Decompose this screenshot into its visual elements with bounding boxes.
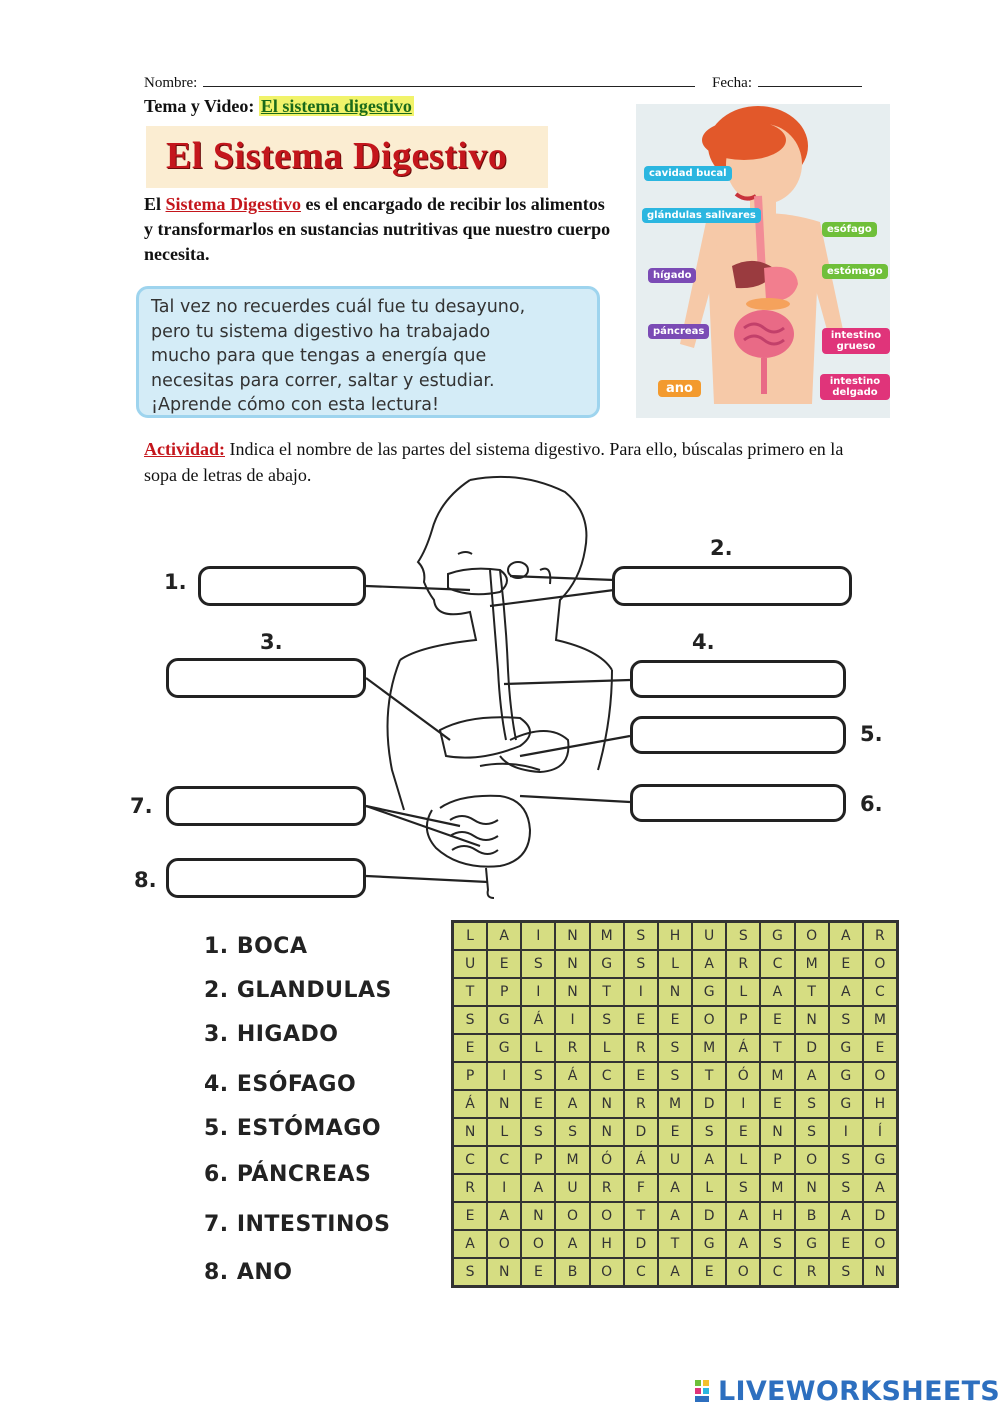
grid-cell[interactable]: A xyxy=(760,978,794,1006)
grid-cell[interactable]: C xyxy=(487,1146,521,1174)
page-title: El Sistema Digestivo xyxy=(166,135,508,177)
grid-cell[interactable]: C xyxy=(760,1258,794,1286)
grid-cell[interactable]: Á xyxy=(453,1090,487,1118)
grid-cell[interactable]: O xyxy=(863,950,897,978)
tema-video-link[interactable]: El sistema digestivo xyxy=(260,96,412,116)
grid-cell[interactable]: D xyxy=(624,1230,658,1258)
note-line: Tal vez no recuerdes cuál fue tu desayuno, xyxy=(151,297,526,317)
grid-cell[interactable]: T xyxy=(658,1230,692,1258)
grid-cell[interactable]: N xyxy=(590,1118,624,1146)
grid-cell[interactable]: D xyxy=(624,1118,658,1146)
grid-cell[interactable]: Á xyxy=(624,1146,658,1174)
grid-cell[interactable]: U xyxy=(555,1174,589,1202)
grid-cell[interactable]: R xyxy=(590,1174,624,1202)
diagram-number-5: 5. xyxy=(860,722,883,746)
word-list-item: 4. ESÓFAGO xyxy=(204,1072,357,1097)
grid-cell[interactable]: E xyxy=(760,1090,794,1118)
grid-cell[interactable]: L xyxy=(590,1034,624,1062)
grid-cell[interactable]: U xyxy=(658,1146,692,1174)
grid-cell[interactable]: S xyxy=(692,1118,726,1146)
grid-cell[interactable]: G xyxy=(692,978,726,1006)
grid-cell[interactable]: M xyxy=(590,922,624,950)
grid-cell[interactable]: L xyxy=(658,950,692,978)
label-higado: hígado xyxy=(648,268,696,283)
nombre-input-line[interactable] xyxy=(203,72,695,87)
grid-cell[interactable]: G xyxy=(692,1230,726,1258)
grid-cell[interactable]: Á xyxy=(555,1062,589,1090)
grid-cell[interactable]: A xyxy=(521,1174,555,1202)
grid-cell[interactable]: A xyxy=(863,1174,897,1202)
grid-cell[interactable]: G xyxy=(760,922,794,950)
grid-cell[interactable]: H xyxy=(590,1230,624,1258)
diagram-number-2: 2. xyxy=(710,536,733,560)
grid-cell[interactable]: Á xyxy=(726,1034,760,1062)
word-list-item: 2. GLANDULAS xyxy=(204,978,392,1003)
grid-cell[interactable]: E xyxy=(863,1034,897,1062)
word-list-item: 5. ESTÓMAGO xyxy=(204,1116,382,1141)
grid-cell[interactable]: E xyxy=(487,950,521,978)
grid-cell[interactable]: O xyxy=(795,1146,829,1174)
grid-cell[interactable]: I xyxy=(829,1118,863,1146)
grid-cell[interactable]: M xyxy=(555,1146,589,1174)
grid-cell[interactable]: A xyxy=(453,1230,487,1258)
answer-box-4[interactable] xyxy=(630,660,846,698)
grid-cell[interactable]: P xyxy=(726,1006,760,1034)
grid-cell[interactable]: S xyxy=(795,1090,829,1118)
grid-cell[interactable]: N xyxy=(658,978,692,1006)
grid-cell[interactable]: E xyxy=(658,1006,692,1034)
grid-cell[interactable]: N xyxy=(795,1006,829,1034)
grid-cell[interactable]: T xyxy=(692,1062,726,1090)
digestive-diagram xyxy=(0,470,1000,910)
grid-cell[interactable]: N xyxy=(453,1118,487,1146)
intro-link[interactable]: Sistema Digestivo xyxy=(165,194,301,214)
grid-cell[interactable]: T xyxy=(760,1034,794,1062)
diagram-number-3: 3. xyxy=(260,630,283,654)
grid-cell[interactable]: L xyxy=(453,922,487,950)
word-list-item: 8. ANO xyxy=(204,1260,293,1285)
grid-cell[interactable]: Ó xyxy=(726,1062,760,1090)
label-pancreas: páncreas xyxy=(648,324,709,339)
grid-cell[interactable]: S xyxy=(624,922,658,950)
intro-paragraph xyxy=(144,192,614,267)
grid-cell[interactable]: P xyxy=(521,1146,555,1174)
tema-label: Tema y Video: xyxy=(144,96,255,116)
grid-cell[interactable]: Á xyxy=(521,1006,555,1034)
grid-cell[interactable]: A xyxy=(658,1202,692,1230)
answer-box-2[interactable] xyxy=(612,566,852,606)
grid-cell[interactable]: A xyxy=(829,1202,863,1230)
grid-cell[interactable]: C xyxy=(453,1146,487,1174)
grid-cell[interactable]: S xyxy=(829,1174,863,1202)
label-cavidad-bucal: cavidad bucal xyxy=(644,166,732,181)
grid-cell[interactable]: G xyxy=(590,950,624,978)
grid-cell[interactable]: T xyxy=(795,978,829,1006)
grid-cell[interactable]: P xyxy=(760,1146,794,1174)
grid-cell[interactable]: O xyxy=(590,1258,624,1286)
grid-cell[interactable]: A xyxy=(555,1230,589,1258)
grid-cell[interactable]: O xyxy=(795,922,829,950)
grid-cell[interactable]: H xyxy=(658,922,692,950)
note-line: pero tu sistema digestivo ha trabajado xyxy=(151,321,491,342)
grid-cell[interactable]: S xyxy=(555,1118,589,1146)
grid-cell[interactable]: L xyxy=(487,1118,521,1146)
grid-cell[interactable]: S xyxy=(521,1062,555,1090)
grid-cell[interactable]: Í xyxy=(863,1118,897,1146)
grid-cell[interactable]: I xyxy=(726,1090,760,1118)
grid-cell[interactable]: S xyxy=(829,1146,863,1174)
grid-cell[interactable]: I xyxy=(555,1006,589,1034)
label-intestino-delgado: intestino delgado xyxy=(820,374,890,400)
digestive-system-illustration xyxy=(636,104,890,418)
grid-cell[interactable]: L xyxy=(726,1146,760,1174)
grid-cell[interactable]: S xyxy=(760,1230,794,1258)
grid-cell[interactable]: G xyxy=(487,1006,521,1034)
answer-box-8[interactable] xyxy=(166,858,366,898)
grid-cell[interactable]: N xyxy=(795,1174,829,1202)
grid-cell[interactable]: E xyxy=(624,1006,658,1034)
grid-cell[interactable]: G xyxy=(863,1146,897,1174)
grid-cell[interactable]: N xyxy=(760,1118,794,1146)
grid-cell[interactable]: S xyxy=(453,1258,487,1286)
grid-cell[interactable]: G xyxy=(795,1230,829,1258)
grid-cell[interactable]: M xyxy=(760,1174,794,1202)
grid-cell[interactable]: P xyxy=(487,978,521,1006)
grid-cell[interactable]: N xyxy=(555,978,589,1006)
grid-cell[interactable]: E xyxy=(760,1006,794,1034)
grid-cell[interactable]: G xyxy=(829,1034,863,1062)
grid-cell[interactable]: I xyxy=(487,1174,521,1202)
note-line: mucho para que tengas a energía que xyxy=(151,346,487,366)
grid-cell[interactable]: E xyxy=(829,1230,863,1258)
grid-cell[interactable]: T xyxy=(453,978,487,1006)
fecha-row xyxy=(712,72,862,92)
grid-cell[interactable]: A xyxy=(658,1258,692,1286)
grid-cell[interactable]: O xyxy=(590,1202,624,1230)
grid-cell[interactable]: L xyxy=(521,1034,555,1062)
grid-cell[interactable]: A xyxy=(658,1174,692,1202)
nombre-row xyxy=(144,72,695,92)
grid-cell[interactable]: E xyxy=(521,1090,555,1118)
activity-label: Actividad: xyxy=(144,439,225,459)
grid-cell[interactable]: R xyxy=(795,1258,829,1286)
grid-cell[interactable]: T xyxy=(624,1202,658,1230)
grid-cell[interactable]: A xyxy=(726,1202,760,1230)
grid-cell[interactable]: L xyxy=(692,1174,726,1202)
label-esofago: esófago xyxy=(822,222,877,237)
grid-cell[interactable]: R xyxy=(453,1174,487,1202)
fecha-label: Fecha: xyxy=(712,75,752,91)
grid-cell[interactable]: S xyxy=(658,1034,692,1062)
grid-cell[interactable]: A xyxy=(795,1062,829,1090)
grid-cell[interactable]: O xyxy=(863,1062,897,1090)
grid-cell[interactable]: S xyxy=(521,1118,555,1146)
grid-cell[interactable]: Ó xyxy=(590,1146,624,1174)
grid-cell[interactable]: G xyxy=(487,1034,521,1062)
grid-cell[interactable]: E xyxy=(521,1258,555,1286)
grid-cell[interactable]: C xyxy=(760,950,794,978)
grid-cell[interactable]: S xyxy=(624,950,658,978)
grid-cell[interactable]: O xyxy=(521,1230,555,1258)
fecha-input-line[interactable] xyxy=(758,72,862,87)
label-ano: ano xyxy=(658,380,701,397)
word-list-item: 3. HIGADO xyxy=(204,1022,339,1047)
diagram-number-4: 4. xyxy=(692,630,715,654)
grid-cell[interactable]: A xyxy=(487,922,521,950)
tema-row xyxy=(144,96,414,117)
grid-cell[interactable]: N xyxy=(487,1258,521,1286)
grid-cell[interactable]: B xyxy=(795,1202,829,1230)
grid-cell[interactable]: S xyxy=(726,922,760,950)
intro-prefix: El xyxy=(144,194,162,214)
diagram-number-7: 7. xyxy=(130,794,153,818)
answer-box-5[interactable] xyxy=(630,716,846,754)
answer-box-1[interactable] xyxy=(198,566,366,606)
grid-cell[interactable]: O xyxy=(863,1230,897,1258)
note-line: necesitas para correr, saltar y estudiar. xyxy=(151,370,495,391)
grid-cell[interactable]: I xyxy=(487,1062,521,1090)
grid-cell[interactable]: U xyxy=(453,950,487,978)
word-search-grid xyxy=(451,920,899,1288)
grid-cell[interactable]: M xyxy=(760,1062,794,1090)
grid-cell[interactable]: E xyxy=(624,1062,658,1090)
grid-cell[interactable]: S xyxy=(521,950,555,978)
label-glandulas-salivares: glándulas salivares xyxy=(642,208,761,223)
grid-cell[interactable]: M xyxy=(692,1034,726,1062)
grid-cell[interactable]: S xyxy=(590,1006,624,1034)
grid-cell[interactable]: N xyxy=(863,1258,897,1286)
grid-cell[interactable]: M xyxy=(863,1006,897,1034)
grid-cell[interactable]: R xyxy=(863,922,897,950)
grid-cell[interactable]: G xyxy=(829,1090,863,1118)
label-intestino-grueso: intestino grueso xyxy=(822,328,890,354)
grid-cell[interactable]: A xyxy=(829,922,863,950)
grid-cell[interactable]: I xyxy=(624,978,658,1006)
grid-cell[interactable]: S xyxy=(726,1174,760,1202)
grid-cell[interactable]: M xyxy=(795,950,829,978)
grid-cell[interactable]: S xyxy=(829,1006,863,1034)
grid-cell[interactable]: O xyxy=(487,1230,521,1258)
grid-cell[interactable]: G xyxy=(829,1062,863,1090)
grid-cell[interactable]: U xyxy=(692,922,726,950)
grid-cell[interactable]: E xyxy=(726,1118,760,1146)
answer-box-3[interactable] xyxy=(166,658,366,698)
grid-cell[interactable]: S xyxy=(795,1118,829,1146)
word-list-item: 1. BOCA xyxy=(204,934,308,959)
grid-cell[interactable]: R xyxy=(624,1034,658,1062)
grid-cell[interactable]: P xyxy=(453,1062,487,1090)
grid-cell[interactable]: H xyxy=(863,1090,897,1118)
grid-cell[interactable]: S xyxy=(453,1006,487,1034)
activity-text: Indica el nombre de las partes del sistema digestivo. Para ello, búscalas primero en la sopa de letras de abajo. xyxy=(144,439,844,485)
diagram-number-8: 8. xyxy=(134,868,157,892)
grid-cell[interactable]: A xyxy=(692,1146,726,1174)
grid-cell[interactable]: N xyxy=(555,950,589,978)
grid-cell[interactable]: S xyxy=(658,1062,692,1090)
answer-box-7[interactable] xyxy=(166,786,366,826)
grid-cell[interactable]: E xyxy=(453,1202,487,1230)
grid-cell[interactable]: I xyxy=(521,922,555,950)
label-estomago: estómago xyxy=(822,264,888,279)
grid-cell[interactable]: A xyxy=(829,978,863,1006)
grid-cell[interactable]: A xyxy=(555,1090,589,1118)
grid-cell[interactable]: M xyxy=(658,1090,692,1118)
grid-cell[interactable]: O xyxy=(692,1006,726,1034)
grid-cell[interactable]: O xyxy=(555,1202,589,1230)
nombre-label: Nombre: xyxy=(144,75,198,91)
grid-cell[interactable]: E xyxy=(658,1118,692,1146)
grid-cell[interactable]: E xyxy=(453,1034,487,1062)
diagram-number-6: 6. xyxy=(860,792,883,816)
grid-cell[interactable]: N xyxy=(487,1090,521,1118)
diagram-number-1: 1. xyxy=(164,570,187,594)
grid-cell[interactable]: C xyxy=(590,1062,624,1090)
grid-cell[interactable]: A xyxy=(726,1230,760,1258)
word-list-item: 6. PÁNCREAS xyxy=(204,1162,372,1187)
grid-cell[interactable]: R xyxy=(555,1034,589,1062)
grid-cell[interactable]: O xyxy=(726,1258,760,1286)
grid-cell[interactable]: D xyxy=(795,1034,829,1062)
grid-cell[interactable]: T xyxy=(590,978,624,1006)
grid-cell[interactable]: H xyxy=(760,1202,794,1230)
info-note xyxy=(136,286,600,418)
grid-cell[interactable]: L xyxy=(726,978,760,1006)
answer-box-6[interactable] xyxy=(630,784,846,822)
grid-cell[interactable]: D xyxy=(692,1090,726,1118)
note-line: ¡Aprende cómo con esta lectura! xyxy=(151,395,439,415)
grid-cell[interactable]: A xyxy=(692,950,726,978)
grid-cell[interactable]: B xyxy=(555,1258,589,1286)
intro-text: es el encargado de recibir los alimentos y transformarlos en sustancias nutritivas que nuestro cuerpo necesita. xyxy=(144,194,611,264)
grid-cell[interactable]: S xyxy=(829,1258,863,1286)
grid-cell[interactable]: D xyxy=(863,1202,897,1230)
body-figure-icon xyxy=(636,104,890,418)
grid-cell[interactable]: C xyxy=(863,978,897,1006)
grid-cell[interactable]: R xyxy=(624,1090,658,1118)
grid-cell[interactable]: N xyxy=(590,1090,624,1118)
grid-cell[interactable]: D xyxy=(692,1202,726,1230)
grid-cell[interactable]: F xyxy=(624,1174,658,1202)
grid-cell[interactable]: E xyxy=(829,950,863,978)
grid-cell[interactable]: E xyxy=(692,1258,726,1286)
grid-cell[interactable]: N xyxy=(521,1202,555,1230)
grid-cell[interactable]: R xyxy=(726,950,760,978)
watermark: LIVEWORKSHEETS xyxy=(718,1376,1000,1407)
grid-cell[interactable]: A xyxy=(487,1202,521,1230)
grid-cell[interactable]: I xyxy=(521,978,555,1006)
grid-cell[interactable]: N xyxy=(555,922,589,950)
liveworksheets-logo-icon xyxy=(694,1378,716,1406)
word-list-item: 7. INTESTINOS xyxy=(204,1212,391,1237)
grid-cell[interactable]: C xyxy=(624,1258,658,1286)
